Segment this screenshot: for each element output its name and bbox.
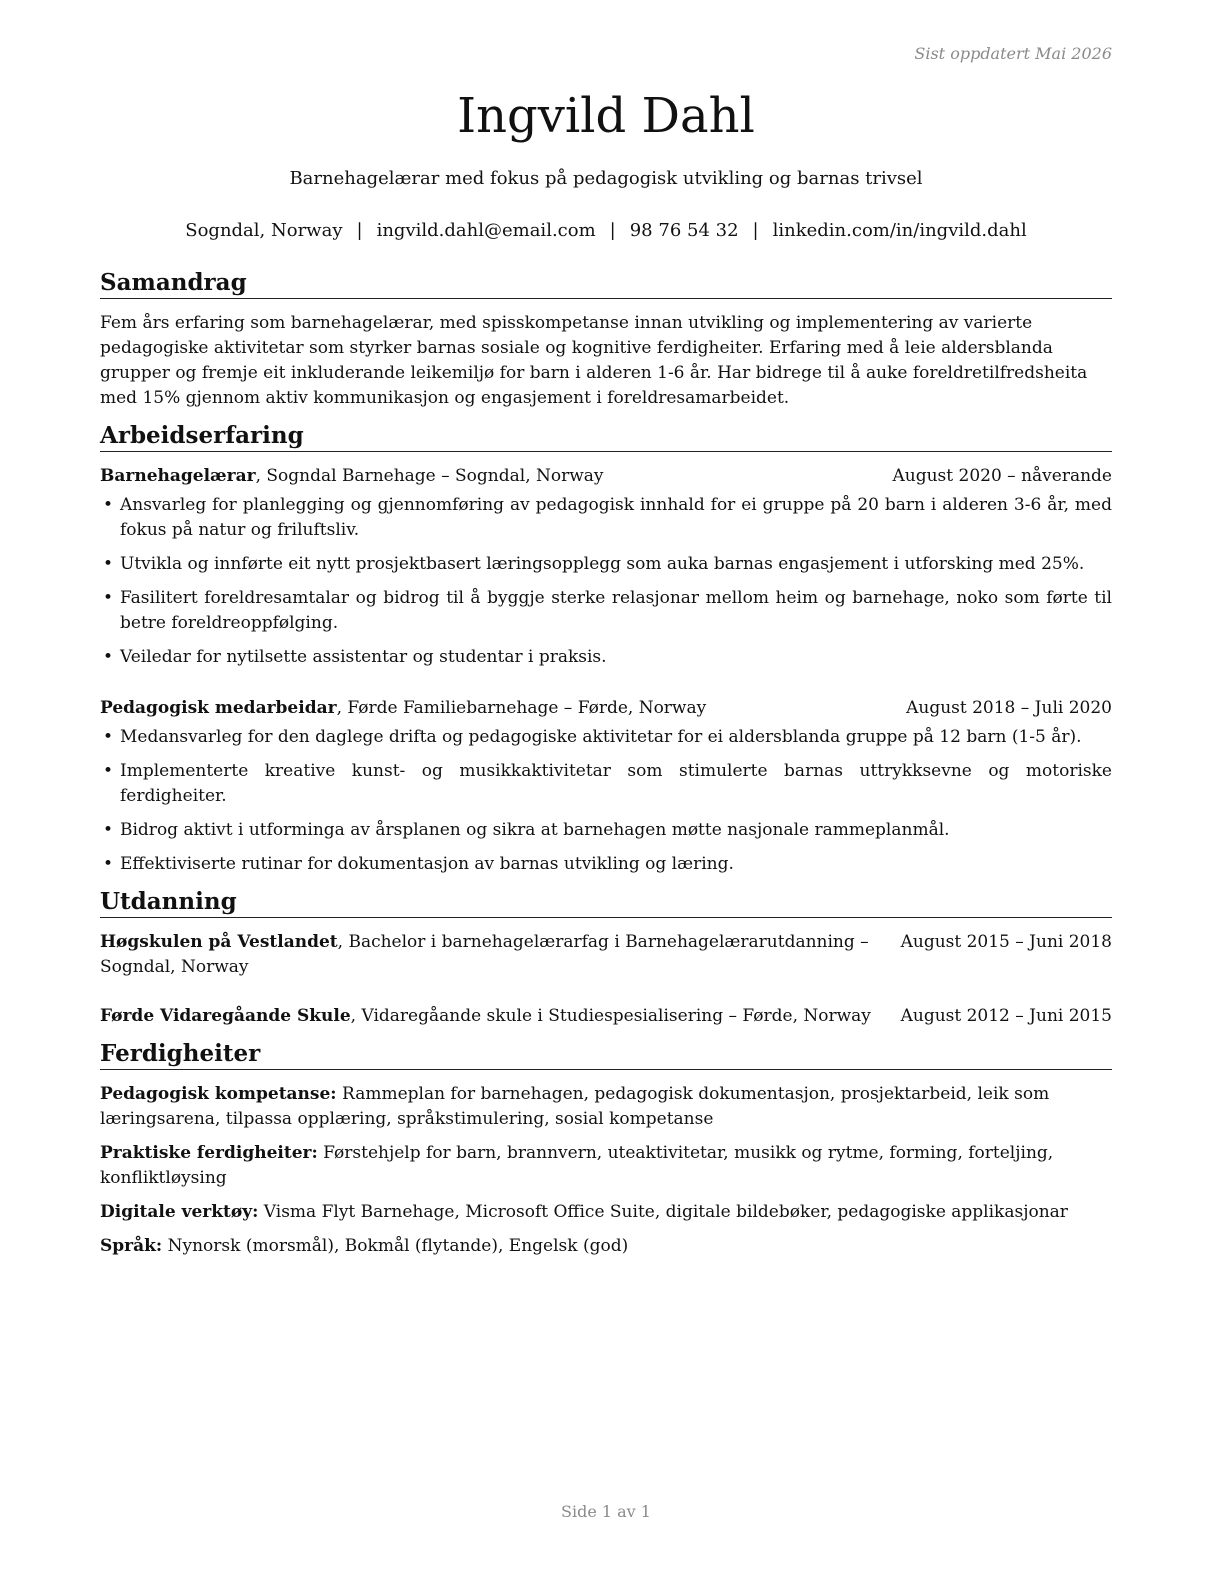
skills-section [100, 1039, 1112, 1259]
contact-location: Sogndal, Norway [185, 220, 343, 241]
contact-separator: | [356, 220, 363, 241]
summary-section [100, 268, 1112, 411]
skill-line [100, 1141, 1112, 1191]
section-title-summary: Samandrag [100, 268, 1112, 299]
skill-line [100, 1234, 1112, 1259]
section-title-experience: Arbeidserfaring [100, 421, 1112, 452]
resume-content [100, 268, 1112, 1268]
education-details: , Bachelor i barnehagelærarfag i Barnehagelærarutdanning – Sogndal, Norway [100, 932, 869, 977]
education-dates: August 2015 – Juni 2018 [900, 932, 1112, 952]
education-school: Høgskulen på Vestlandet [100, 932, 338, 952]
job-header [100, 464, 1112, 489]
job-bullets [100, 725, 1112, 877]
job-bullet: • Ansvarleg for planlegging og gjennomføring av pedagogisk innhald for ei gruppe på 20 barn i alderen 3-6 år, med fokus på natur og friluftsliv. [100, 493, 1112, 543]
page-number: Side 1 av 1 [561, 1502, 651, 1521]
skill-text: Visma Flyt Barnehage, Microsoft Office Suite, digitale bildebøker, pedagogiske applikasjonar [258, 1202, 1068, 1222]
job-bullet: • Veiledar for nytilsette assistentar og studentar i praksis. [100, 645, 1112, 670]
candidate-name: Ingvild Dahl [457, 88, 755, 144]
education-school: Førde Vidaregåande Skule [100, 1006, 351, 1026]
section-title-skills: Ferdigheiter [100, 1039, 1112, 1070]
job-employer: , Sogndal Barnehage – Sogndal, Norway [255, 466, 604, 486]
education-entry [100, 930, 1112, 980]
job-dates: August 2018 – Juli 2020 [906, 698, 1112, 718]
education-description [100, 1004, 901, 1029]
education-details: , Vidaregåande skule i Studiespesialisering – Førde, Norway [350, 1006, 871, 1026]
job-title-line [100, 464, 893, 489]
resume-page [100, 0, 1112, 1584]
skill-line [100, 1082, 1112, 1132]
contact-linkedin[interactable]: linkedin.com/in/ingvild.dahl [772, 220, 1027, 241]
last-updated: Sist oppdatert Mai 2026 [914, 44, 1112, 63]
job-header [100, 696, 1112, 721]
experience-section [100, 421, 1112, 877]
contact-separator: | [609, 220, 616, 241]
tagline: Barnehagelærar med fokus på pedagogisk utvikling og barnas trivsel [289, 168, 923, 189]
job-bullets [100, 493, 1112, 670]
skill-label: Digitale verktøy: [100, 1202, 259, 1222]
job-employer: , Førde Familiebarnehage – Førde, Norway [336, 698, 707, 718]
education-dates: August 2012 – Juni 2015 [900, 1006, 1112, 1026]
section-title-education: Utdanning [100, 887, 1112, 918]
contact-phone: 98 76 54 32 [629, 220, 739, 241]
skill-text: Rammeplan for barnehagen, pedagogisk dokumentasjon, prosjektarbeid, leik som læringsarena, tilpassa opplæring, språkstimulering, sosial kompetanse [100, 1084, 1050, 1129]
skill-label: Språk: [100, 1236, 163, 1256]
job-role: Barnehagelærar [100, 466, 256, 486]
education-entry [100, 1004, 1112, 1029]
summary-text: Fem års erfaring som barnehagelærar, med spisskompetanse innan utvikling og implementering av varierte pedagogiske aktivitetar som styrker barnas sosiale og kognitive ferdigheiter. Erfaring med å leie aldersblanda grupper og fremje eit inkluderande leikemiljø for barn i alderen 1-6 år. Har bidrege til å auke foreldretilfredsheita med 15% gjennom aktiv kommunikasjon og engasjement i foreldresamarbeidet. [100, 313, 1088, 408]
job-bullet: • Implementerte kreative kunst- og musikkaktivitetar som stimulerte barnas uttrykksevne og motoriske ferdigheiter. [100, 759, 1112, 809]
job-dates: August 2020 – nåverande [892, 466, 1112, 486]
skill-label: Pedagogisk kompetanse: [100, 1084, 337, 1104]
skill-label: Praktiske ferdigheiter: [100, 1143, 318, 1163]
education-section [100, 887, 1112, 1029]
contact-line [100, 218, 1112, 244]
job-bullet: • Medansvarleg for den daglege drifta og pedagogiske aktivitetar for ei aldersblanda gruppe på 12 barn (1-5 år). [100, 725, 1112, 750]
skill-text: Nynorsk (morsmål), Bokmål (flytande), Engelsk (god) [162, 1236, 629, 1256]
job-bullet: • Bidrog aktivt i utforminga av årsplanen og sikra at barnehagen møtte nasjonale rammeplanmål. [100, 818, 1112, 843]
job-bullet: • Utvikla og innførte eit nytt prosjektbasert læringsopplegg som auka barnas engasjement i utforsking med 25%. [100, 552, 1112, 577]
job-bullet: • Fasilitert foreldresamtalar og bidrog til å byggje sterke relasjonar mellom heim og barnehage, noko som førte til betre foreldreoppfølging. [100, 586, 1112, 636]
job-bullet: • Effektiviserte rutinar for dokumentasjon av barnas utvikling og læring. [100, 852, 1112, 877]
job-entry [100, 464, 1112, 670]
contact-email[interactable]: ingvild.dahl@email.com [376, 220, 596, 241]
skill-line [100, 1200, 1112, 1225]
skill-text: Førstehjelp for barn, brannvern, uteaktivitetar, musikk og rytme, forming, forteljing, konfliktløysing [100, 1143, 1054, 1188]
job-entry [100, 696, 1112, 877]
job-title-line [100, 696, 906, 721]
job-role: Pedagogisk medarbeidar [100, 698, 337, 718]
contact-separator: | [752, 220, 759, 241]
education-description [100, 930, 901, 980]
